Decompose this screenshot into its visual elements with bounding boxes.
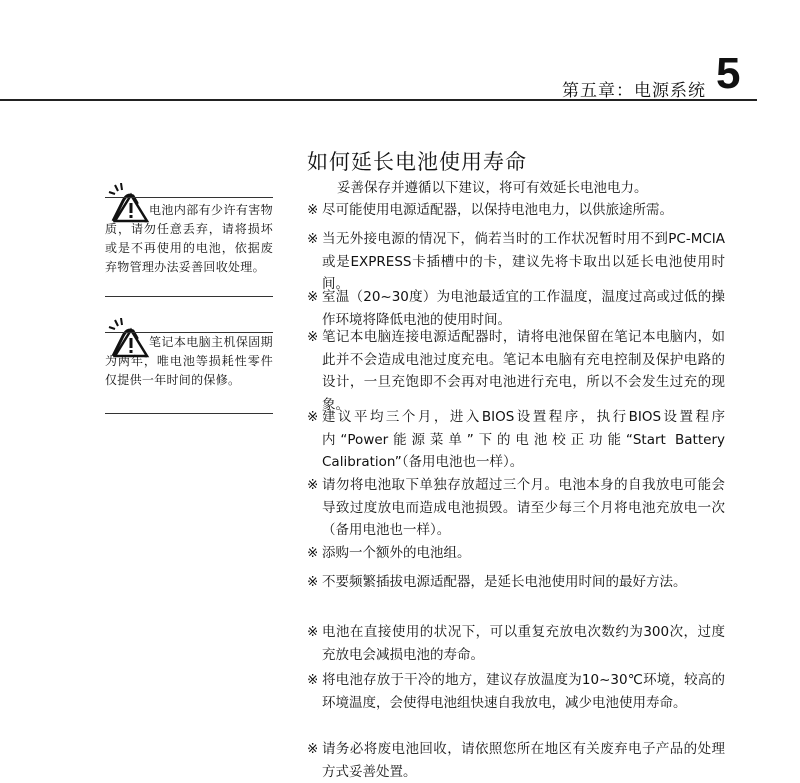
tip-text: 室温（20~30度）为电池最适宜的工作温度，温度过高或过低的操作环境将降低电池的使用时间。 xyxy=(322,289,725,328)
note-top-rule xyxy=(105,197,273,198)
section-intro: 妥善保存并遵循以下建议，将可有效延长电池电力。 xyxy=(337,180,648,196)
bullet-mark: ※ xyxy=(307,289,319,305)
side-note-hazard xyxy=(105,183,273,301)
tip-item xyxy=(307,738,725,783)
tip-text: 电池在直接使用的状况下，可以重复充放电次数约为300次，过度充放电会减损电池的寿命。 xyxy=(322,624,725,663)
tip-text: 尽可能使用电源适配器，以保持电池电力，以供旅途所需。 xyxy=(322,202,673,218)
bullet-mark: ※ xyxy=(307,672,319,688)
section-title: 如何延长电池使用寿命 xyxy=(307,150,527,174)
tip-item xyxy=(307,474,725,542)
tip-item xyxy=(307,406,725,474)
bullet-mark: ※ xyxy=(307,202,319,218)
tip-text: 添购一个额外的电池组。 xyxy=(322,545,471,561)
tip-item xyxy=(307,326,725,416)
tip-item xyxy=(307,621,725,666)
note-bottom-rule xyxy=(105,296,273,297)
tip-item xyxy=(307,199,725,222)
chapter-number: 5 xyxy=(716,49,741,98)
note-text: 电池内部有少许有害物质，请勿任意丢弃，请将损坏或是不再使用的电池，依据废弃物管理办法妥善回收处理。 xyxy=(105,203,273,274)
tip-text: 将电池存放于干冷的地方，建议存放温度为10~30℃环境，较高的环境温度，会使得电池组快速自我放电，减少电池使用寿命。 xyxy=(322,672,725,711)
bullet-mark: ※ xyxy=(307,741,319,757)
tip-text: 笔记本电脑连接电源适配器时，请将电池保留在笔记本电脑内，如此并不会造成电池过度充电。笔记本电脑有充电控制及保护电路的设计，一旦充饱即不会再对电池进行充电，所以不会发生过充的现象。 xyxy=(322,329,725,413)
tip-item xyxy=(307,571,725,594)
tip-text: 建议平均三个月，进入BIOS设置程序，执行BIOS设置程序内“Power能源菜单”下的电池校正功能“Start Battery Calibration”（备用电池也一样）。 xyxy=(322,409,725,470)
note-bottom-rule xyxy=(105,413,273,414)
note-text: 笔记本电脑主机保固期为两年，唯电池等损耗性零件仅提供一年时间的保修。 xyxy=(105,335,273,387)
tip-text: 不要频繁插拔电源适配器，是延长电池使用时间的最好方法。 xyxy=(322,574,687,590)
bullet-mark: ※ xyxy=(307,409,319,425)
bullet-mark: ※ xyxy=(307,477,319,493)
tip-item xyxy=(307,286,725,331)
side-note-warranty xyxy=(105,318,273,416)
bullet-mark: ※ xyxy=(307,574,319,590)
bullet-mark: ※ xyxy=(307,545,319,561)
tip-item xyxy=(307,669,725,714)
header-rule xyxy=(0,99,757,101)
tip-text: 当无外接电源的情况下，倘若当时的工作状况暂时用不到PC-MCIA或是EXPRESS卡插槽中的卡，建议先将卡取出以延长电池使用时间。 xyxy=(322,231,725,292)
tip-item xyxy=(307,542,725,565)
chapter-title: 第五章：电源系统 xyxy=(562,81,706,101)
tip-text: 请务必将废电池回收，请依照您所在地区有关废弃电子产品的处理方式妥善处置。 xyxy=(322,741,725,780)
bullet-mark: ※ xyxy=(307,231,319,247)
bullet-mark: ※ xyxy=(307,329,319,345)
bullet-mark: ※ xyxy=(307,624,319,640)
tip-text: 请勿将电池取下单独存放超过三个月。电池本身的自我放电可能会导致过度放电而造成电池损毁。请至少每三个月将电池充放电一次（备用电池也一样）。 xyxy=(322,477,725,538)
